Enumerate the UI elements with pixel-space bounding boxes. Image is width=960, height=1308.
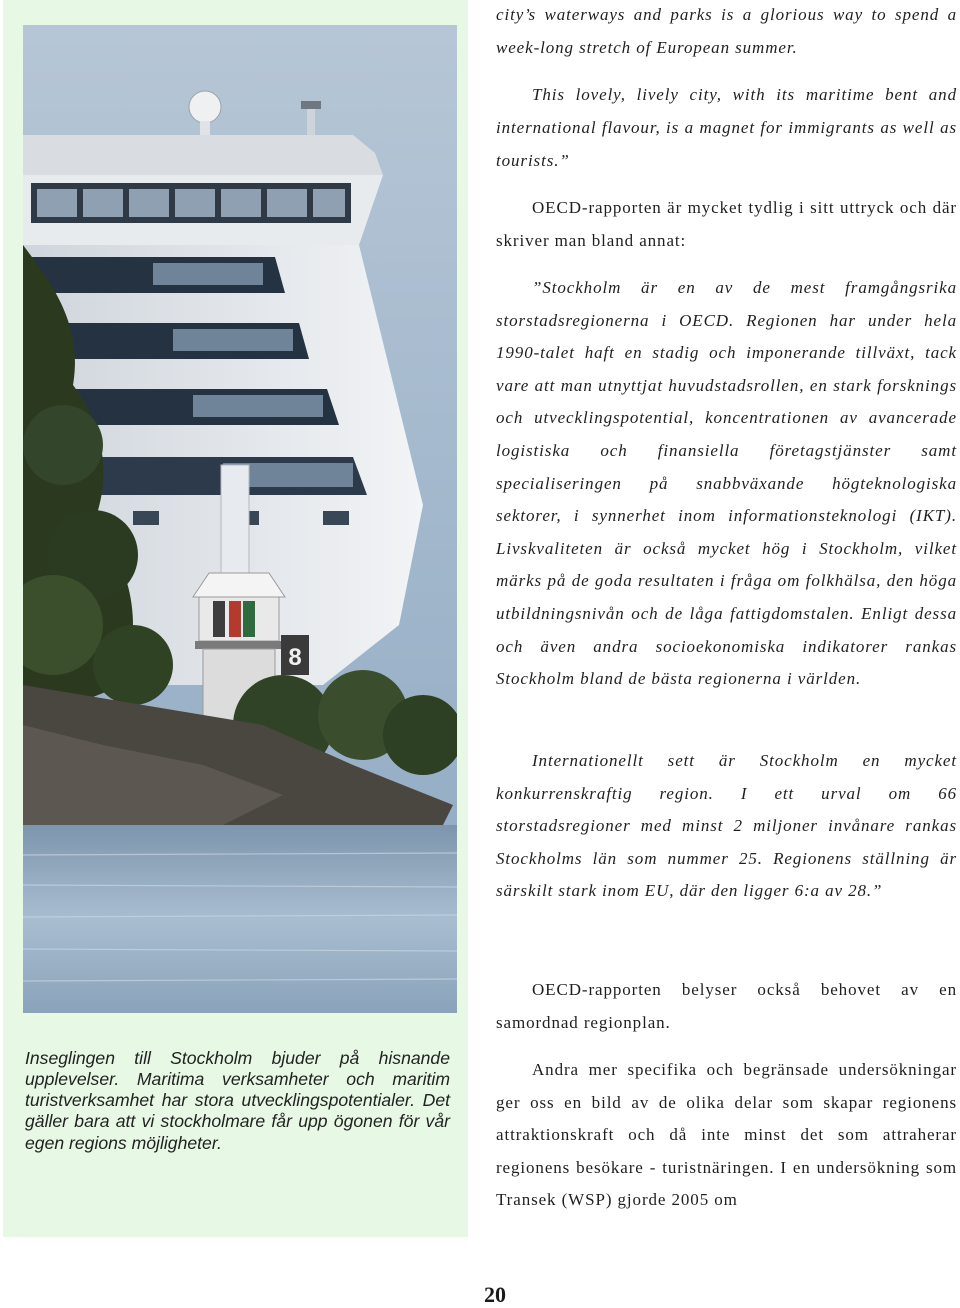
- photo-ship-and-lighthouse: [23, 25, 457, 1013]
- page-number: 20: [484, 1282, 506, 1307]
- paragraph-3: OECD-rapporten är mycket tydlig i sitt uttryck och där skriver man bland annat:: [496, 198, 957, 250]
- paragraph-2: This lovely, lively city, with its maritime bent and international flavour, is a magnet for immigrants as well as tourists.”: [496, 85, 957, 170]
- lighthouse-number: 8: [288, 644, 302, 671]
- sidebar-panel: [3, 0, 468, 1237]
- paragraph-5: Internationellt sett är Stockholm en mycket konkurrenskraftig region. I ett urval om 66 storstadsregioner med minst 2 miljoner invånare rankas Stockholms län som nummer 25. Regionens ställning är särskilt stark inom EU, där den ligger 6:a av 28.”: [496, 751, 957, 901]
- paragraph-1: city’s waterways and parks is a glorious way to spend a week-long stretch of European summer.: [496, 5, 957, 57]
- paragraph-7: Andra mer specifika och begränsade undersökningar ger oss en bild av de olika delar som skapar regionens attraktionskraft och då inte minst det som attraherar regionens besökare - turistnäringen. I en undersökning som Transek (WSP) gjorde 2005 om: [496, 1060, 957, 1210]
- paragraph-6: OECD-rapporten belyser också behovet av en samordnad regionplan.: [496, 980, 957, 1032]
- paragraph-4-quote: ”Stockholm är en av de mest framgångsrika storstadsregionerna i OECD. Regionen har under hela 1990-talet haft en stadig och imponerande tillväxt, tack vare att man utnyttjat huvudstadsrollen, en stark forsknings och utvecklingspotential, koncentrationen av avancerade logistiska och finansiella företagstjänster samt specialiseringen på snabbväxande högteknologiska sektorer, i synnerhet inom informationsteknologi (IKT). Livskvaliteten är också mycket hög i Stockholm, vilket märks på de goda resultaten i fråga om folkhälsa, den höga utbildningsnivån och de låga fattigdomstalen. Enligt dessa och även andra socioekonomiska indikatorer rankas Stockholm bland de bästa regionerna i världen.: [496, 278, 957, 689]
- photo-caption: Inseglingen till Stockholm bjuder på hisnande upplevelser. Maritima verksamheter och maritim turistverksamhet har stora utvecklingspotentialer. Det gäller bara att vi stockholmare får upp ögonen för vår egen regions möjligheter.: [25, 1047, 450, 1153]
